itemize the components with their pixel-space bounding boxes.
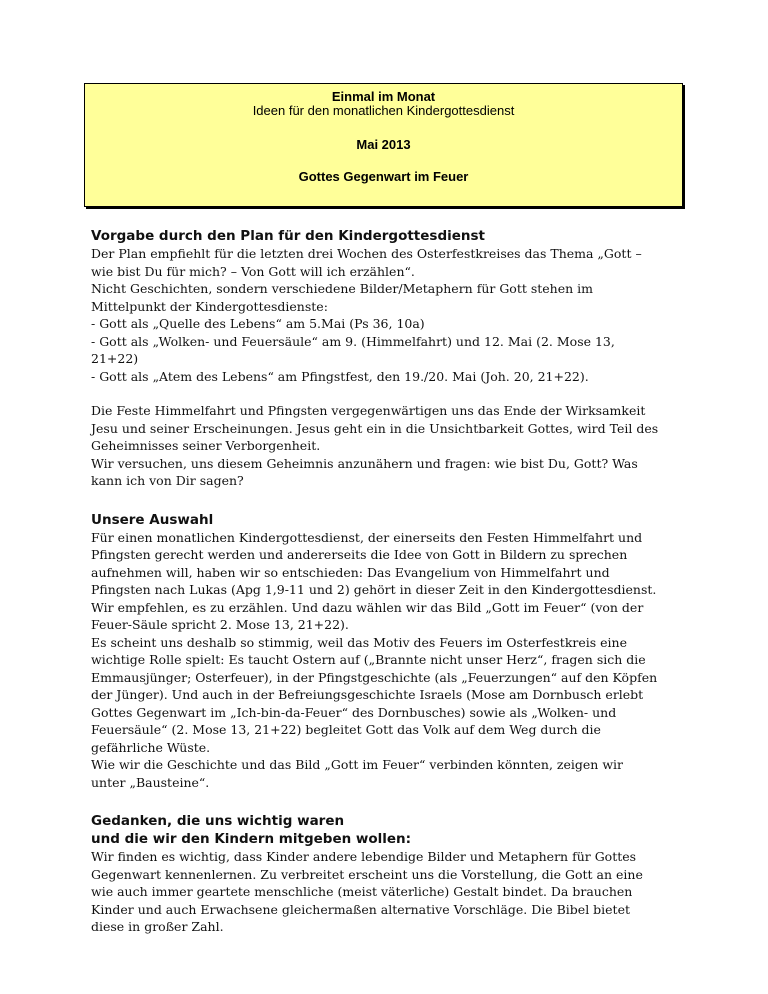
text-line: Es scheint uns deshalb so stimmig, weil das Motiv des Feuers im Osterfestkreis eine: [91, 634, 627, 650]
text-line: - Gott als „Atem des Lebens“ am Pfingstfest, den 19./20. Mai (Joh. 20, 21+22).: [91, 368, 589, 384]
text-line: Pfingsten nach Lukas (Apg 1,9-11 und 2) gehört in dieser Zeit in den Kindergottesdienst.: [91, 582, 657, 597]
text-line: Jesu und seiner Erscheinungen. Jesus geht ein in die Unsichtbarkeit Gottes, wird Teil des: [91, 420, 659, 436]
text-line: Die Feste Himmelfahrt und Pfingsten vergegenwärtigen uns das Ende der Wirksamkeit: [91, 403, 646, 418]
text-line: Mittelpunkt der Kindergottesdienste:: [91, 298, 328, 314]
text-line: Feuer-Säule spricht 2. Mose 13, 21+22).: [91, 617, 349, 632]
text-line: Pfingsten gerecht werden und andererseits die Idee von Gott in Bildern zu sprechen: [91, 547, 628, 562]
series-title: Einmal im Monat: [331, 89, 436, 104]
text-line: - Gott als „Wolken- und Feuersäule“ am 9. (Himmelfahrt) und 12. Mai (2. Mose 13,: [91, 333, 615, 349]
section-selection-text: [91, 529, 681, 792]
text-line: Gottes Gegenwart im „Ich-bin-da-Feuer“ des Dornbusches) sowie als „Wolken- und: [91, 704, 617, 720]
text-line: Kinder und auch Erwachsene gleichermaßen alternative Vorschläge. Die Bibel bietet: [91, 901, 631, 917]
text-line: Nicht Geschichten, sondern verschiedene Bilder/Metaphern für Gott stehen im: [91, 281, 594, 296]
text-line: wichtige Rolle spielt: Es taucht Ostern auf („Brannte nicht unser Herz“, fragen sich die: [91, 652, 646, 667]
issue-date: Mai 2013: [356, 137, 411, 152]
text-line: diese in großer Zahl.: [91, 919, 224, 934]
text-line: Wir finden es wichtig, dass Kinder andere lebendige Bilder und Metaphern für Gottes: [91, 849, 637, 864]
text-line: - Gott als „Quelle des Lebens“ am 5.Mai (Ps 36, 10a): [91, 316, 425, 331]
issue-topic: Gottes Gegenwart im Feuer: [298, 169, 469, 184]
section-plan-text: [91, 245, 681, 385]
section-plan-text-2: [91, 402, 681, 490]
text-line: Emmausjünger; Osterfeuer), in der Pfingstgeschichte (als „Feuerzungen“ auf den Köpfen: [91, 669, 658, 685]
text-line: wie bist Du für mich? – Von Gott will ich erzählen“.: [91, 263, 415, 279]
text-line: Wir empfehlen, es zu erzählen. Und dazu wählen wir das Bild „Gott im Feuer“ (von der: [91, 599, 644, 615]
document-body: [91, 227, 681, 936]
text-line: der Jünger). Und auch in der Befreiungsgeschichte Israels (Mose am Dornbusch erlebt: [91, 687, 644, 702]
section-heading-selection: Unsere Auswahl: [91, 511, 214, 528]
text-line: Der Plan empfiehlt für die letzten drei Wochen des Osterfestkreises das Thema „Gott –: [91, 246, 642, 261]
section-heading-plan: Vorgabe durch den Plan für den Kindergottesdienst: [91, 228, 485, 244]
text-line: 21+22): [91, 351, 139, 366]
text-line: Geheimnisses seiner Verborgenheit.: [91, 438, 321, 453]
section-heading-thoughts-2: und die wir den Kindern mitgeben wollen:: [91, 831, 412, 847]
text-line: Feuersäule“ (2. Mose 13, 21+22) begleitet Gott das Volk auf dem Weg durch die: [91, 722, 601, 737]
title-box: [84, 83, 683, 207]
section-heading-thoughts: Gedanken, die uns wichtig waren: [91, 813, 345, 829]
text-line: Wie wir die Geschichte und das Bild „Gott im Feuer“ verbinden könnten, zeigen wir: [91, 757, 623, 772]
text-line: aufnehmen will, haben wir so entschieden: Das Evangelium von Himmelfahrt und: [91, 564, 610, 580]
text-line: wie auch immer geartete menschliche (meist väterliche) Gestalt bindet. Da brauchen: [91, 884, 633, 899]
text-line: Gegenwart kennenlernen. Zu verbreitet erscheint uns die Vorstellung, die Gott an eine: [91, 866, 643, 882]
text-line: Für einen monatlichen Kindergottesdienst, der einerseits den Festen Himmelfahrt und: [91, 529, 643, 545]
text-line: gefährliche Wüste.: [91, 739, 211, 755]
text-line: unter „Bausteine“.: [91, 774, 210, 790]
series-subtitle: Ideen für den monatlichen Kindergottesdienst: [252, 103, 515, 118]
text-line: Wir versuchen, uns diesem Geheimnis anzunähern und fragen: wie bist Du, Gott? Was: [91, 455, 638, 471]
section-thoughts-text: [91, 848, 681, 936]
text-line: kann ich von Dir sagen?: [91, 473, 244, 488]
